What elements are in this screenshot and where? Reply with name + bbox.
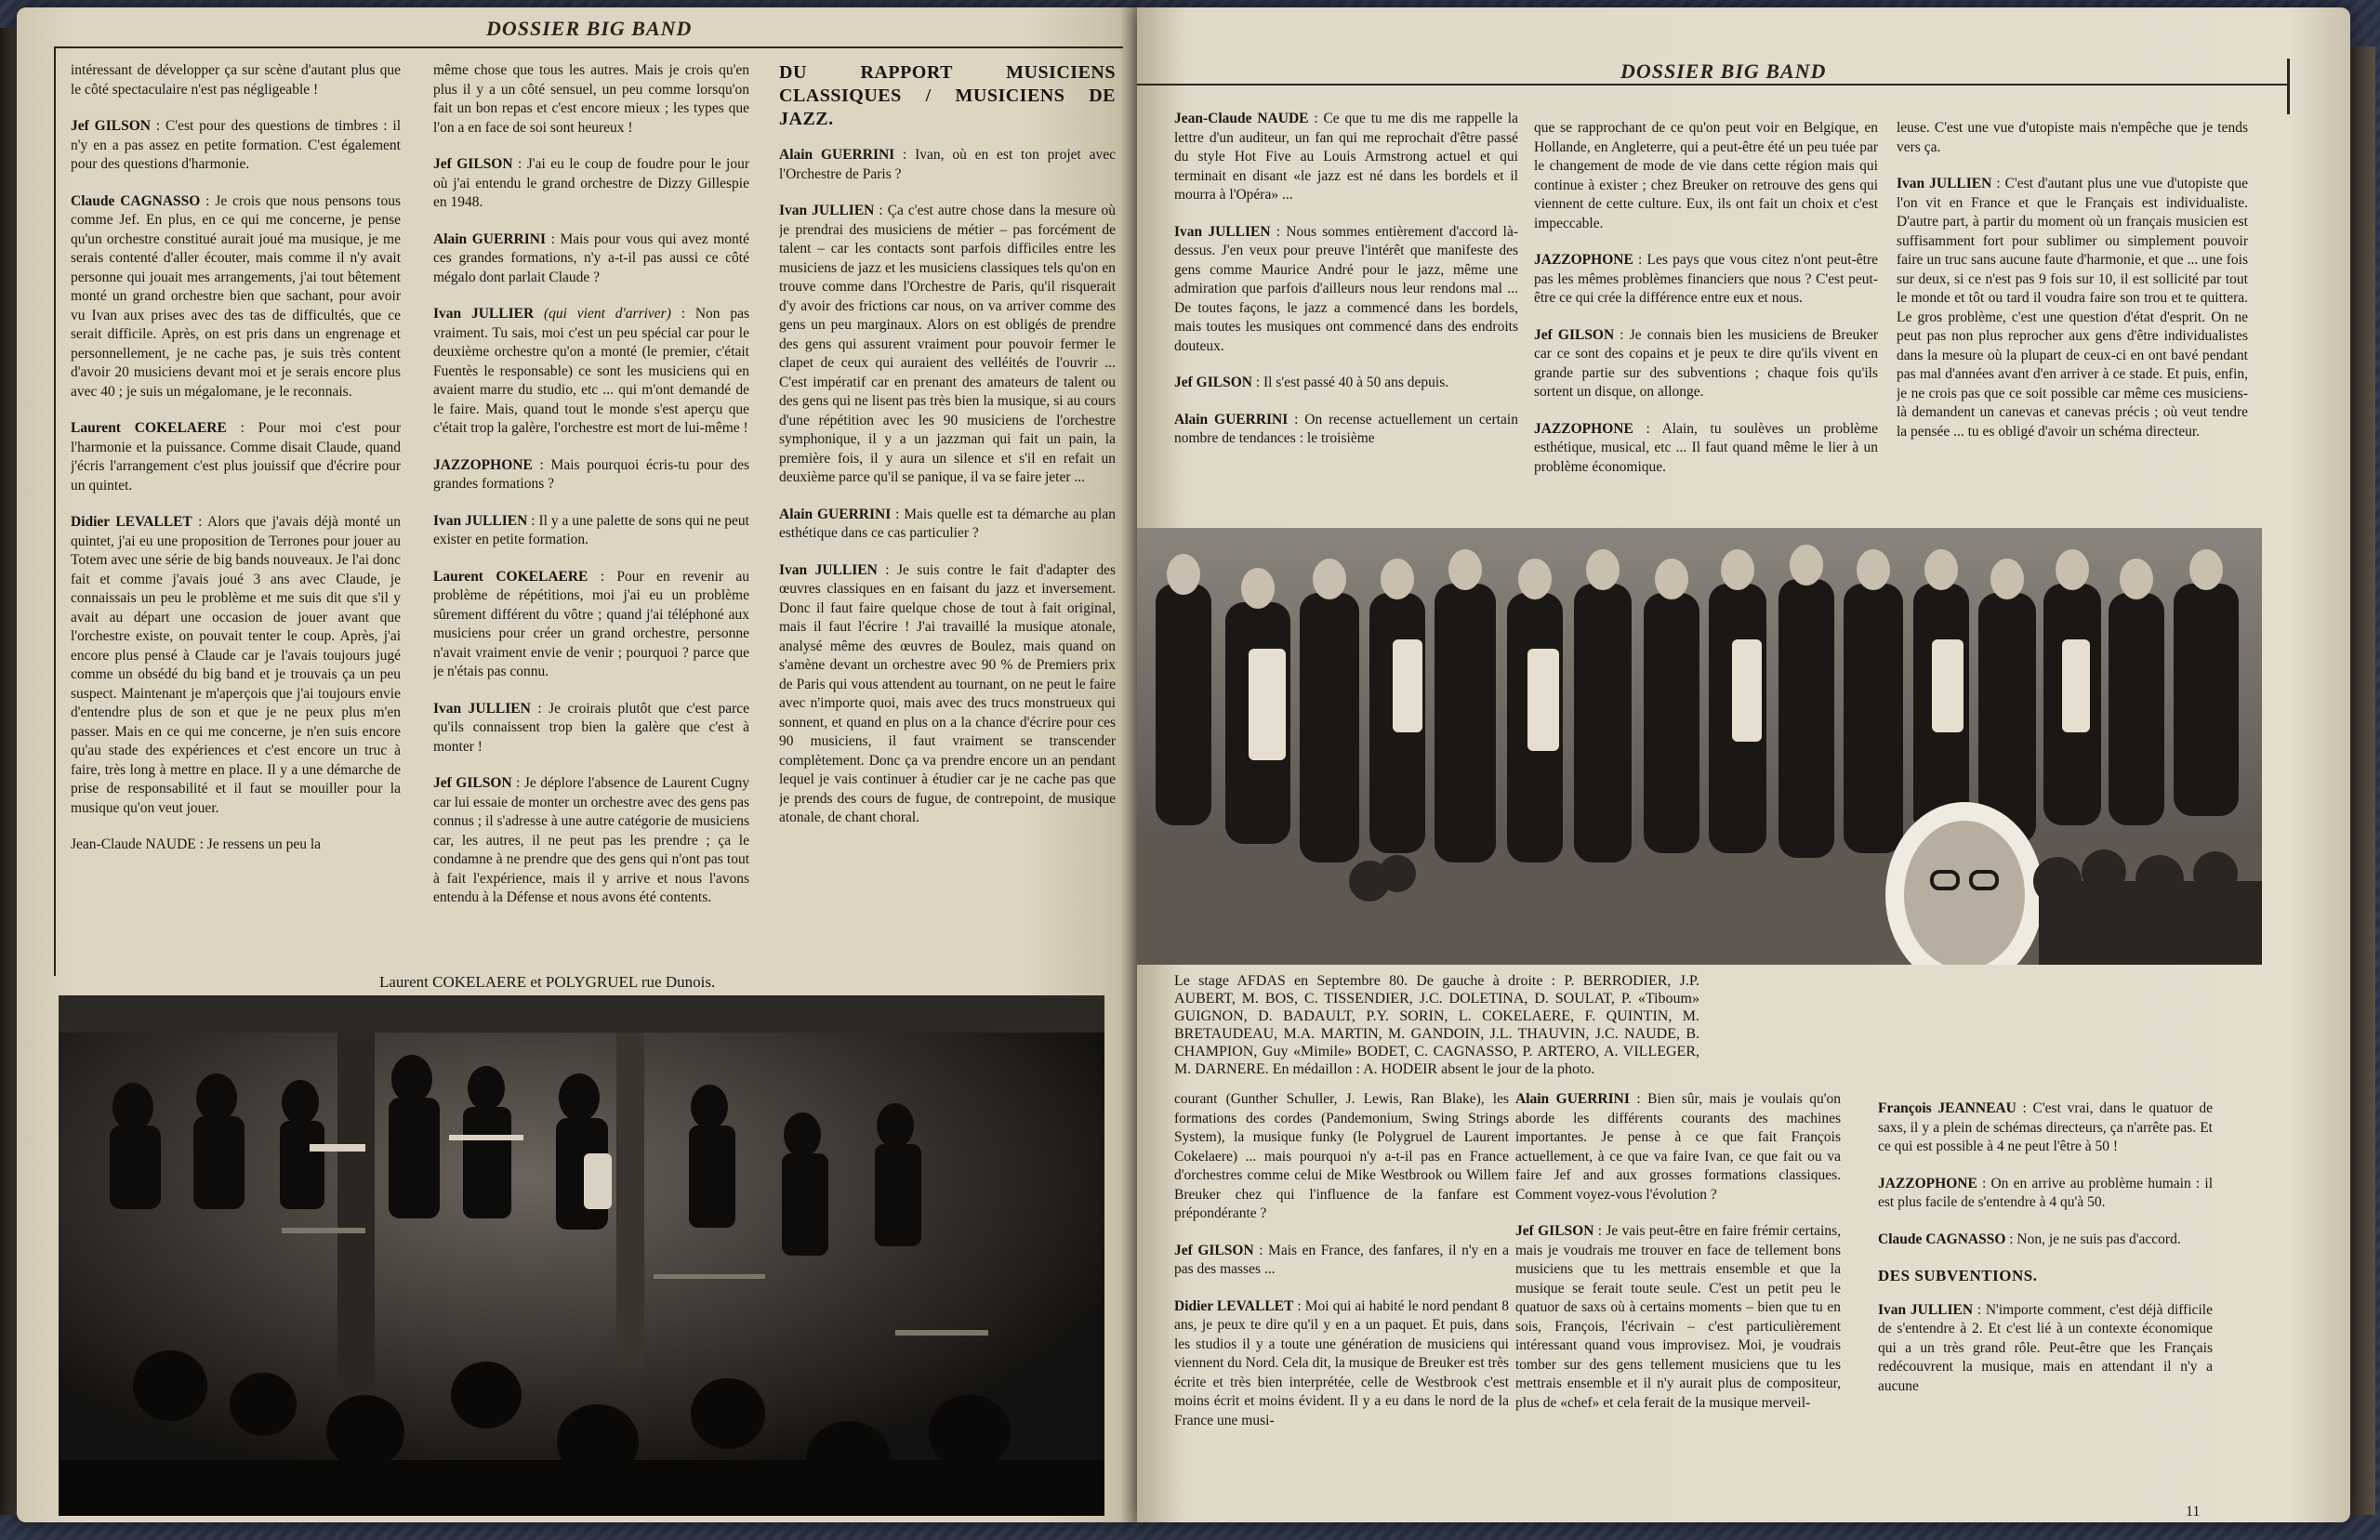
paragraph-text: : Je vais peut-être en faire frémir certains, mais je voudrais me trouver en face de tellement bons musiciens que tu les mettrais ensemble et que la musique se ferait toute seule. C'est un petit peu le quatuor de saxs où à certains moments – bien que tu en sois, François, l'écrivain – c'est particulièrement intéressant quand vous improvisez. Moi, je voudrais tomber sur des gens tellement musiciens que tu les mettrais ensemble et il n'y aurait plus de compositeur, plus de «chef» et cela ferait de la musique merveil- — [1515, 1223, 1841, 1411]
paragraph — [1515, 1090, 1841, 1204]
right-page — [1137, 7, 2350, 1522]
paragraph-text: : Non pas vraiment. Tu sais, moi c'est un peu spécial car pour le deuxième orchestre qu'on a monté (le premier, c'était Fuentès le responsable) ce sont les musiciens qui en avaient marre du studio, etc ... qui m'ont demandé de le faire. Mais, quand tout le monde s'est aperçu que c'était trop la galère, l'orchestre est mort de lui-même ! — [433, 306, 749, 436]
paragraph — [779, 146, 1116, 184]
right-header: DOSSIER BIG BAND — [1620, 59, 1827, 83]
right-column-3 — [1897, 119, 2248, 519]
left-header-rule — [54, 46, 1123, 48]
left-header: DOSSIER BIG BAND — [486, 17, 693, 40]
afdas-group-photo — [1137, 528, 2262, 965]
paragraph — [1878, 1301, 2213, 1397]
section-heading: DES SUBVENTIONS. — [1878, 1267, 2038, 1284]
speaker-name: Alain GUERRINI — [779, 147, 895, 163]
paragraph-text: : Mais pourquoi écris-tu pour des grandes formations ? — [433, 456, 749, 492]
paragraph-text: : Je déplore l'absence de Laurent Cugny car lui essaie de monter un orchestre avec des gens pas connus ; il s'adresse à une autre catégorie de musiciens car, les autres, il ne peut pas les prendre ; ça le condamne à ne prendre que des gens qui n'ont pas tout à fait l'expérience, mais il y arrive et nous l'avons entendu à la Défense et nous avons été contents. — [433, 775, 749, 905]
left-column-2 — [433, 61, 749, 954]
speaker-name: Jef GILSON — [1174, 375, 1252, 390]
paragraph-text: leuse. C'est une vue d'utopiste mais n'empêche que je tends vers ça. — [1897, 120, 2248, 155]
paragraph — [1534, 119, 1878, 233]
paragraph — [433, 61, 749, 138]
speaker-name: Jef GILSON — [1515, 1223, 1594, 1239]
paragraph-text: même chose que tous les autres. Mais je crois qu'en plus il y a un côté sensuel, un peu comme lorsqu'on fait un bon repas et c'est encore mieux ; les types que l'on a en face de soi sont heureux ! — [433, 62, 749, 136]
paragraph-text: que se rapprochant de ce qu'on peut voir en Belgique, en Hollande, en Angleterre, qui a peut-être été un peu tuée par le changement de mode de vie dans cette région mais qui continue à exister ; chez Breuker on retrouve des gens qui viennent de cette culture. Eux, ils ont fait un choix et c'est impeccable. — [1534, 120, 1878, 231]
paragraph — [779, 561, 1116, 828]
paragraph — [433, 305, 749, 439]
paragraph — [779, 202, 1116, 488]
paragraph-text: : Ça c'est autre chose dans la mesure où je prendrai des musiciens de métier – pas forcément de talent – car les contacts sont parfois difficiles entre les musiciens de jazz et les musiciens classiques tels qu'on en trouve comme dans l'Orchestre de Paris, qu'il risquerait d'y avoir des frictions car nous, on va arriver comme des gens un peu marginaux. Alors on est obligés de prendre des gens qui assurent vraiment pour pouvoir fermer le clapet de ceux qui auraient des velléités de l'ouvrir ... C'est impératif car en prenant des amateurs de talent ou des gens qui ne lisent pas très bien la musique, si au cours d'une répétition avec les 90 musiciens de l'orchestre symphonique, il y a un jazzman qui fait un pain, la première fois, il y aura un silence et s'il en refait un deuxième parce qu'il se panique, il va se faire jeter ... — [779, 203, 1116, 485]
paragraph-text: : Mais pour vous qui avez monté ces grandes formations, n'y a-t-il pas aussi ce côté mégalo dont parlait Claude ? — [433, 230, 749, 285]
speaker-name: Ivan JULLIER — [433, 306, 535, 322]
speaker-name: Jef GILSON — [433, 156, 513, 172]
paragraph-text: : Je suis contre le fait d'adapter des œuvres classiques en en faisant du jazz et inversement. Donc il faut faire quelque chose de tout à fait original, mais il faut l'écrire ! J'ai travaillé la musique atonale, analysé même des œuvres de Boulez, mais quand on s'amène devant un orchestre avec 90 % de Premiers prix de Paris qui vous attendent au tournant, on ne peut le faire avec n'importe quoi, mais avec des trucs monstrueux qui sonnent, et quand en plus on a la chance d'écrire pour ces 90 musiciens, il faut vraiment se transcender complètement. Donc ça va prendre encore un an pendant lequel je vais continuer à étudier car je ne cache pas que je prends des cours de fugue, de contrepoint, de musique atonale, de chant choral. — [779, 561, 1116, 825]
right-bottom-column-3 — [1878, 1099, 2213, 1508]
paragraph-text: : On en arrive au problème humain : il est plus facile de s'entendre à 4 qu'à 50. — [1878, 1175, 2213, 1210]
paragraph — [1897, 119, 2248, 157]
paragraph — [1534, 420, 1878, 478]
speaker-name: Ivan JULLIEN — [1174, 223, 1271, 240]
paragraph — [1174, 1242, 1509, 1280]
speaker-name: JAZZOPHONE — [1878, 1175, 1977, 1191]
speaker-name: Jef GILSON — [1534, 326, 1615, 343]
left-page — [17, 7, 1137, 1522]
paragraph-text: courant (Gunther Schuller, J. Lewis, Ran Blake), les formations des cordes (Pandemonium, Swing Strings System), la musique funky (le Polygruel de Laurent Cokelaere) ... mais pourquoi n'y a-t-il pas en France d'orchestres comme celui de Mike Westbrook ou Willem Breuker chez qui l'influence de la fanfare est prépondérante ? — [1174, 1091, 1509, 1221]
paragraph — [433, 568, 749, 682]
speaker-name: Laurent COKELAERE — [433, 568, 588, 585]
paragraph-text: : Mais quelle est ta démarche au plan esthétique dans ce cas particulier ? — [779, 506, 1116, 541]
magazine-left-edge — [0, 28, 19, 1515]
paragraph — [1878, 1099, 2213, 1157]
speaker-name: Jef GILSON — [71, 118, 151, 134]
speaker-name: Ivan JULLIEN — [433, 700, 531, 717]
speaker-name: François JEANNEAU — [1878, 1100, 2016, 1116]
speaker-name: JAZZOPHONE — [1534, 252, 1633, 268]
speaker-name: Alain GUERRINI — [1515, 1091, 1630, 1107]
left-frame-rule — [54, 46, 56, 976]
paragraph — [1174, 110, 1518, 205]
speaker-name: Claude CAGNASSO — [1878, 1231, 2006, 1247]
paragraph-text: intéressant de développer ça sur scène d'autant plus que le côté spectaculaire n'est pas négligeable ! — [71, 62, 401, 98]
speaker-name: Jef GILSON — [1174, 1242, 1254, 1258]
paragraph — [433, 230, 749, 288]
page-number: 11 — [2186, 1504, 2201, 1520]
speaker-note: (qui vient d'arriver) — [534, 306, 671, 322]
right-column-1 — [1174, 110, 1518, 519]
speaker-name: Jef GILSON — [433, 775, 512, 791]
paragraph — [433, 774, 749, 908]
paragraph — [433, 155, 749, 213]
paragraph-text: : Pour en revenir au problème de répétitions, moi j'ai eu un problème sûrement différent du vôtre ; quand j'ai téléphoné aux musiciens pour créer un grand orchestre, personne n'avait vraiment envie de venir ; pourquoi ? parce que je n'étais pas connu. — [433, 568, 749, 679]
left-column-3 — [779, 61, 1116, 991]
paragraph — [1534, 251, 1878, 309]
speaker-name: Ivan JULLIEN — [433, 512, 528, 529]
paragraph-text: : N'importe comment, c'est déjà difficile de s'entendre à 2. Et c'est lié à un contexte économique qui a un très grand rôle. Peut-être que les Français redécouvrent la musique, mais en attendant il n'y a aucune — [1878, 1301, 2213, 1394]
speaker-name: Alain GUERRINI — [779, 506, 892, 522]
paragraph — [71, 419, 401, 495]
paragraph — [1174, 1090, 1509, 1224]
paragraph — [433, 700, 749, 757]
speaker-name: Ivan JULLIEN — [779, 203, 875, 218]
paragraph — [1534, 326, 1878, 402]
right-header-rule — [1137, 84, 2290, 86]
paragraph-text: : Je connais bien les musiciens de Breuker car ce sont des copains et je peux te dire qu'ils vivent en grande partie sur des subventions ; chaque fois qu'ils sortent un disque, on allonge. — [1534, 326, 1878, 400]
speaker-name: Ivan JULLIEN — [779, 561, 878, 578]
paragraph-text: : On recense actuellement un certain nombre de tendances : le troisième — [1174, 411, 1518, 446]
paragraph-text: : Ce que tu me dis me rappelle la lettre d'un auditeur, un fan qui me reprochait d'être passé du style Hot Five au Louis Armstrong actuel et qui terminait en disant «le jazz est né dans les bordels et il mourra à l'Opéra» ... — [1174, 111, 1518, 203]
paragraph-text: : Mais en France, des fanfares, il n'y en a pas des masses ... — [1174, 1242, 1509, 1277]
speaker-name: Laurent COKELAERE — [71, 420, 227, 436]
paragraph-text: : Je crois que nous pensons tous comme Jef. En plus, en ce qui me concerne, je pense qu'un orchestre constitué aurait joué ma musique, je me serais contenté d'aller écouter, mais comme il n'y avait personne qui jouait mes arrangements, j'ai tout bêtement monté un grand orchestre bien que sachant, pour avoir vu Ivan aux prises avec des tas de difficultés, que ce serait difficile. Après, on est pris dans un engrenage et personnellement, je ne cache pas, je suis très content d'avoir 20 musiciens devant moi et je serais encore plus avec 40 ; je suis un mégalomane, je le reconnais. — [71, 192, 401, 400]
speaker-name: Didier LEVALLET — [1174, 1297, 1294, 1314]
right-header-rule-end — [2287, 59, 2290, 114]
paragraph — [1174, 1297, 1509, 1431]
paragraph — [1897, 175, 2248, 441]
paragraph — [71, 61, 401, 99]
paragraph-text: : C'est pour des questions de timbres : il n'y en a pas assez en petite formation. C'est également pour des questions d'harmonie. — [71, 118, 401, 172]
paragraph — [71, 192, 401, 402]
paragraph-text: : Non, je ne suis pas d'accord. — [2005, 1231, 2181, 1247]
left-column-1 — [71, 61, 401, 954]
paragraph — [1174, 374, 1518, 393]
paragraph-text: : C'est d'autant plus une vue d'utopiste que l'on vit en France et que le Français est individualiste. D'autre part, à partir du moment où un français musicien est suffisamment fort pour sublimer ou simplement pouvoir faire un truc sans aucune faute d'harmonie, et que ... une fois sur deux, si ce n'est pas 9 fois sur 10, il est sollicité par tout le monde et tôt ou tard il voudra faire son trou et te quittera. Le gros problème, c'est une question d'état d'esprit. On ne peut pas non plus reprocher aux gens d'être individualistes dans la mesure où la plupart de ceux-ci en ont bavé pendant pas mal d'années avant d'en arriver à ce stade. Et puis, enfin, je ne crois pas que ce soit possible car même ces musiciens-là demandent un canevas et canevas précis ; où veut tendre la pensée ... tu es obligé d'avoir un schéma directeur. — [1897, 176, 2248, 440]
paragraph-text: : Nous sommes entièrement d'accord là-dessus. J'en veux pour preuve l'intérêt que manifeste des gens comme Maurice André pour le jazz, même une admiration que parfois d'ailleurs nous leur rendons mal ... De toutes façons, le jazz a commencé dans les bordels, mais toutes les musiques ont commencé dans des endroits douteux. — [1174, 223, 1518, 354]
paragraph — [71, 117, 401, 175]
paragraph — [433, 512, 749, 550]
paragraph-text: : Il s'est passé 40 à 50 ans depuis. — [1251, 375, 1449, 390]
paragraph-text: : Ivan, où en est ton projet avec l'Orchestre de Paris ? — [779, 147, 1116, 182]
speaker-name: Jean-Claude NAUDE — [1174, 111, 1309, 126]
right-bottom-column-1 — [1174, 1090, 1509, 1518]
speaker-name: Alain GUERRINI — [1174, 411, 1289, 428]
speaker-name: Alain GUERRINI — [433, 230, 546, 247]
paragraph — [71, 513, 401, 818]
right-bottom-column-2 — [1515, 1090, 1841, 1518]
speaker-name: Claude CAGNASSO — [71, 192, 201, 209]
band-photo — [59, 995, 1104, 1516]
speaker-name: JAZZOPHONE — [433, 456, 533, 473]
paragraph — [1878, 1175, 2213, 1213]
paragraph — [1174, 223, 1518, 357]
right-column-2 — [1534, 119, 1878, 519]
paragraph — [1174, 411, 1518, 449]
paragraph-text: : Les pays que vous citez n'ont peut-être pas les mêmes problèmes financiers que nous ? C'est peut-être ce qui crée la différence entre eux et nous. — [1534, 252, 1878, 306]
speaker-name: JAZZOPHONE — [1534, 420, 1633, 437]
paragraph-text: : Bien sûr, mais je voulais qu'on aborde les différents courants des machines importantes. Je pense à ce que fait François actuellement, à ce que va faire Ivan, ce que fait ou va faire Jef and aux grosses formations classiques. Comment voyez-vous l'évolution ? — [1515, 1091, 1841, 1203]
section-heading: DU RAPPORT MUSICIENS CLASSIQUES / MUSICIENS DE JAZZ. — [779, 62, 1116, 129]
afdas-photo-caption: Le stage AFDAS en Septembre 80. De gauche à droite : P. BERRODIER, J.P. AUBERT, M. BOS, C. TISSENDIER, J.C. DOLETINA, D. SOULAT, P. «Tiboum» GUIGNON, D. BADAULT, P.Y. SORIN, L. COKELAERE, F. QUINTIN, M. BRETAUDEAU, M.A. MARTIN, M. GANDOIN, J.L. THAUVIN, J.C. NAUDE, B. CHAMPION, Guy «Mimile» BODET, C. CAGNASSO, P. ARTERO, A. VILLEGER, M. DARNERE. En médaillon : A. HODEIR absent le jour de la photo. — [1174, 973, 1699, 1077]
speaker-name: Ivan JULLIEN — [1878, 1301, 1974, 1318]
paragraph — [1515, 1222, 1841, 1413]
paragraph-text: : J'ai eu le coup de foudre pour le jour où j'ai entendu le grand orchestre de Dizzy Gillespie en 1948. — [433, 156, 749, 210]
paragraph-text: : Alain, tu soulèves un problème esthétique, musical, etc ... Il faut quand même le lier à un problème économique. — [1534, 420, 1878, 475]
paragraph — [779, 506, 1116, 544]
paragraph-text: : Je croirais plutôt que c'est parce qu'ils connaissent trop bien la galère que c'est à monter ! — [433, 700, 749, 755]
speaker-name: Didier LEVALLET — [71, 514, 192, 530]
paragraph-text: : Alors que j'avais déjà monté un quintet, j'ai eu une proposition de Terrones pour jouer au Totem avec une série de big bands nouveaux. Je l'ai donc fait et comme j'avais joué 3 ans avec Claude, je connaissais un peu le problème et me suis dit que s'il y avait au départ une occasion de jouer avant que l'orchestre existe, on pouvait tenter le coup. Après, j'ai encore plus pensé à Claude car je l'avais toujours jugé comme un obsédé du big band et je trouvais ça un peu suspect. Maintenant je m'aperçois que j'ai toujours envie d'entendre plus de son et que je ne peux plus m'en passer. Mais en ce qui me concerne, je n'en suis encore qu'au stade des expériences et c'est encore un truc à faire, très long à mettre en place. Il y a une démarche de prise de responsabilité et il faut se mouiller pour la musique qu'on veut jouer. — [71, 514, 401, 816]
band-photo-caption: Laurent COKELAERE et POLYGRUEL rue Dunois. — [379, 973, 716, 991]
paragraph-text: : C'est vrai, dans le quatuor de saxs, il y a plein de schémas directeurs, ça n'arrête pas. Et ce qui est possible à 4 ne peut l'être à 50 ! — [1878, 1100, 2213, 1154]
paragraph-text: Jean-Claude NAUDE : Je ressens un peu la — [71, 836, 322, 852]
paragraph — [1878, 1231, 2213, 1250]
paragraph-text: : Il y a une palette de sons qui ne peut exister en petite formation. — [433, 512, 749, 547]
paragraph-text: : Pour moi c'est pour l'harmonie et la puissance. Comme disait Claude, quand j'écris l'arrangement c'est plus jouissif que d'écrire pour un quintet. — [71, 420, 401, 494]
paragraph — [433, 456, 749, 494]
paragraph — [71, 836, 401, 855]
paragraph-text: : Moi qui ai habité le nord pendant 8 ans, je peux te dire qu'il y en a un paquet. Et puis, dans les studios il y a toute une génération de musiciens qui viennent du Nord. Cela dit, la musique de Breuker est très écrite et très bien interprétée, celle de Westbrook c'est moins écrit et moins évident. Il y a eu dans le nord de la France une musi- — [1174, 1297, 1509, 1428]
speaker-name: Ivan JULLIEN — [1897, 176, 1992, 191]
